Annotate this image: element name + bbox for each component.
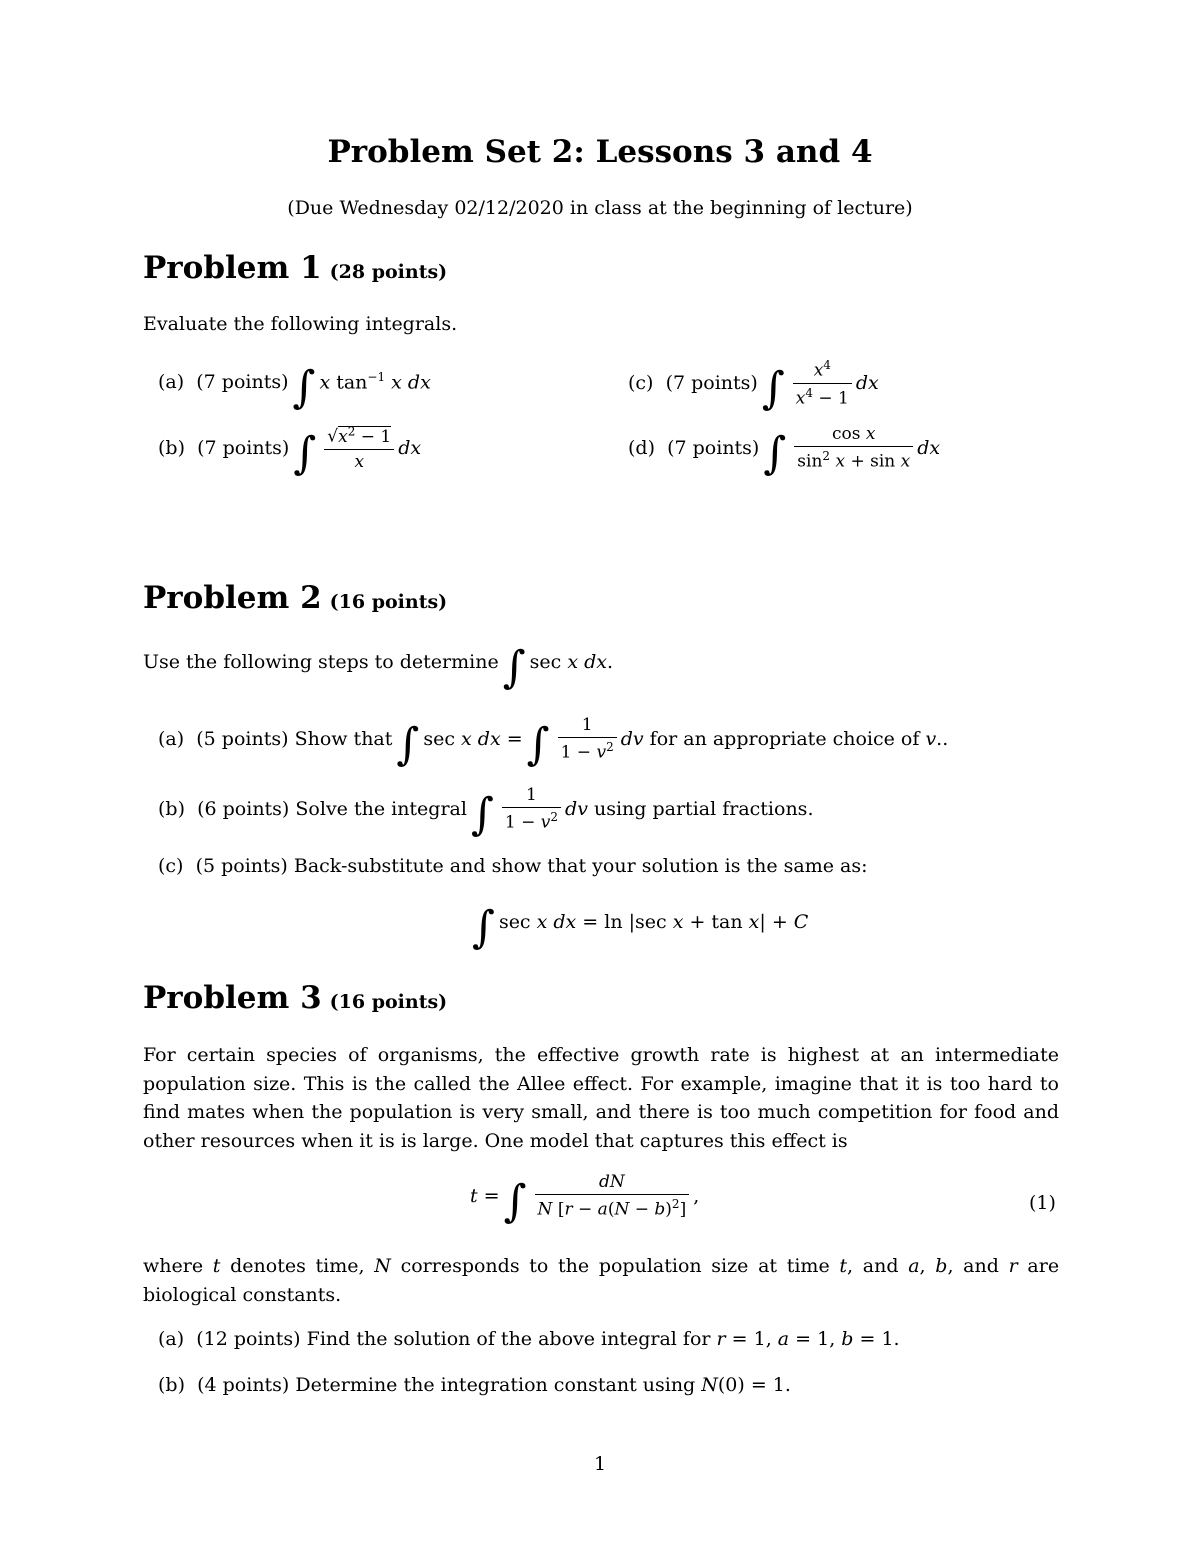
part-label: (c) bbox=[628, 372, 654, 395]
part-text: Find the solution of the above integral for bbox=[306, 1328, 711, 1350]
math-expression: sec x dx = bbox=[423, 727, 523, 750]
part-points: (12 points) bbox=[196, 1328, 301, 1350]
integral-sign: ∫ bbox=[396, 718, 420, 770]
problem-3-points: (16 points) bbox=[329, 991, 448, 1013]
part-points: (7 points) bbox=[667, 436, 760, 459]
problem-3-part-b bbox=[158, 1374, 791, 1396]
part-points: (7 points) bbox=[197, 436, 290, 459]
where-text-1: where bbox=[143, 1255, 204, 1277]
problem-3-heading bbox=[143, 980, 447, 1016]
problem-2-title: Problem 2 bbox=[143, 580, 322, 616]
integral-sign: ∫ bbox=[526, 718, 550, 770]
sec-integral-result bbox=[468, 900, 809, 953]
due-date-note: (Due Wednesday 02/12/2020 in class at the beginning of lecture) bbox=[287, 197, 913, 219]
part-label: (b) bbox=[158, 1374, 185, 1396]
part-label: (a) bbox=[158, 727, 185, 750]
problem-2-heading bbox=[143, 580, 447, 616]
integral-sign: ∫ bbox=[472, 902, 495, 953]
part-points: (5 points) bbox=[195, 855, 288, 877]
where-text-3: corresponds to the population size at time bbox=[400, 1255, 830, 1277]
fraction: $\frac{dN}{N [r - a(N - b)^2]}$ bbox=[535, 1172, 690, 1220]
problem-2-part-c bbox=[158, 855, 868, 877]
part-points: (4 points) bbox=[197, 1374, 290, 1396]
part-points: (5 points) bbox=[196, 727, 289, 750]
part-text-2: for an appropriate choice of bbox=[649, 727, 920, 750]
part-label: (b) bbox=[158, 436, 185, 459]
problem-3-part-a bbox=[158, 1328, 900, 1350]
problem-1-part-d bbox=[628, 424, 941, 479]
part-points: (6 points) bbox=[197, 797, 290, 820]
math-expression: sec x dx = ln |sec x + tan x| + C bbox=[498, 911, 809, 933]
problem-1-part-c bbox=[628, 358, 879, 415]
problem-2-part-b bbox=[158, 785, 814, 840]
part-label: (a) bbox=[158, 371, 185, 393]
problem-2-part-a: (a) (5 points) Show that ∫ sec x dx = ∫ $\frac{1}{1 - v^2}$ dv for an appropriate choice of v .. bbox=[158, 715, 949, 770]
math-expression: N(0) = 1. bbox=[701, 1374, 791, 1396]
fraction: $\frac{\text{cos x}}{\sin^2 x + \sin x}$ bbox=[794, 424, 913, 472]
where-text-2: denotes time, bbox=[230, 1255, 365, 1277]
intro-text: Use the following steps to determine bbox=[143, 651, 499, 673]
fraction: $\frac{1}{1 - v^2}$ bbox=[502, 785, 561, 833]
problem-1-intro: Evaluate the following integrals. bbox=[143, 313, 458, 335]
part-text: Solve the integral bbox=[295, 797, 467, 820]
part-points: (7 points) bbox=[665, 372, 758, 395]
differential: dx bbox=[855, 372, 879, 395]
fraction: $\frac{1}{1 - v^2}$ bbox=[558, 715, 617, 763]
integral-sign: ∫ bbox=[293, 427, 317, 479]
part-text: Back-substitute and show that your solution is the same as: bbox=[293, 855, 868, 877]
integral-sign: ∫ bbox=[292, 362, 316, 413]
part-text: Show that bbox=[294, 727, 393, 750]
where-text-6: are biological constants. bbox=[143, 1255, 1060, 1306]
part-label: (b) bbox=[158, 797, 185, 820]
equation-number: (1) bbox=[1029, 1192, 1056, 1214]
part-label: (d) bbox=[628, 436, 655, 459]
where-text-5: , and bbox=[947, 1255, 999, 1277]
problem-3-title: Problem 3 bbox=[143, 980, 322, 1016]
differential: dx bbox=[398, 436, 422, 459]
allee-equation: t = ∫ $\frac{dN}{N [r - a(N - b)^2]}$ , bbox=[470, 1172, 700, 1227]
fraction: $\frac{x^4}{x^4 - 1}$ bbox=[793, 358, 852, 408]
part-text-2: using partial fractions. bbox=[593, 797, 814, 820]
math-expression: x $\tan^{-1} x$ dx bbox=[319, 370, 431, 394]
integral-sign: ∫ bbox=[503, 1175, 527, 1227]
integral-sign: ∫ bbox=[470, 788, 494, 840]
differential: dv bbox=[620, 727, 644, 750]
integral-sign: ∫ bbox=[761, 363, 785, 415]
integral-sign: ∫ bbox=[763, 427, 787, 479]
math-expression: sec x dx. bbox=[529, 651, 613, 673]
part-points: (7 points) bbox=[196, 371, 289, 393]
problem-3-where-text: where t denotes time, N corresponds to the population size at time t, and a, b, and r are biological constants. bbox=[143, 1255, 1060, 1306]
page-number: 1 bbox=[593, 1453, 607, 1475]
problem-2-intro bbox=[143, 640, 613, 693]
fraction: $\frac{√x^2 - 1}{x}$ bbox=[324, 424, 394, 472]
integral-sign: ∫ bbox=[502, 642, 526, 693]
problem-1-title: Problem 1 bbox=[143, 250, 322, 286]
part-text: Determine the integration constant using bbox=[295, 1374, 696, 1396]
problem-3-paragraph: For certain species of organisms, the effective growth rate is highest at an intermediate population size. This is the called the Allee effect. For example, imagine that it is too hard to find mates when the population is very small, and there is too much competition for food and other resources when it is is large. One model that captures this effect is bbox=[143, 1044, 1059, 1152]
problem-1-points: (28 points) bbox=[329, 261, 448, 283]
differential: dv bbox=[565, 797, 588, 820]
problem-2-points: (16 points) bbox=[329, 591, 448, 613]
problem-1-part-a bbox=[158, 360, 431, 413]
part-label: (a) bbox=[158, 1328, 185, 1350]
where-text-4: , and bbox=[847, 1255, 899, 1277]
part-label: (c) bbox=[158, 855, 184, 877]
problem-1-heading bbox=[143, 250, 447, 286]
differential: dx bbox=[917, 436, 941, 459]
math-expression: r = 1, a = 1, b = 1. bbox=[716, 1328, 900, 1350]
page-title: Problem Set 2: Lessons 3 and 4 bbox=[327, 134, 873, 170]
problem-1-part-b bbox=[158, 424, 422, 479]
